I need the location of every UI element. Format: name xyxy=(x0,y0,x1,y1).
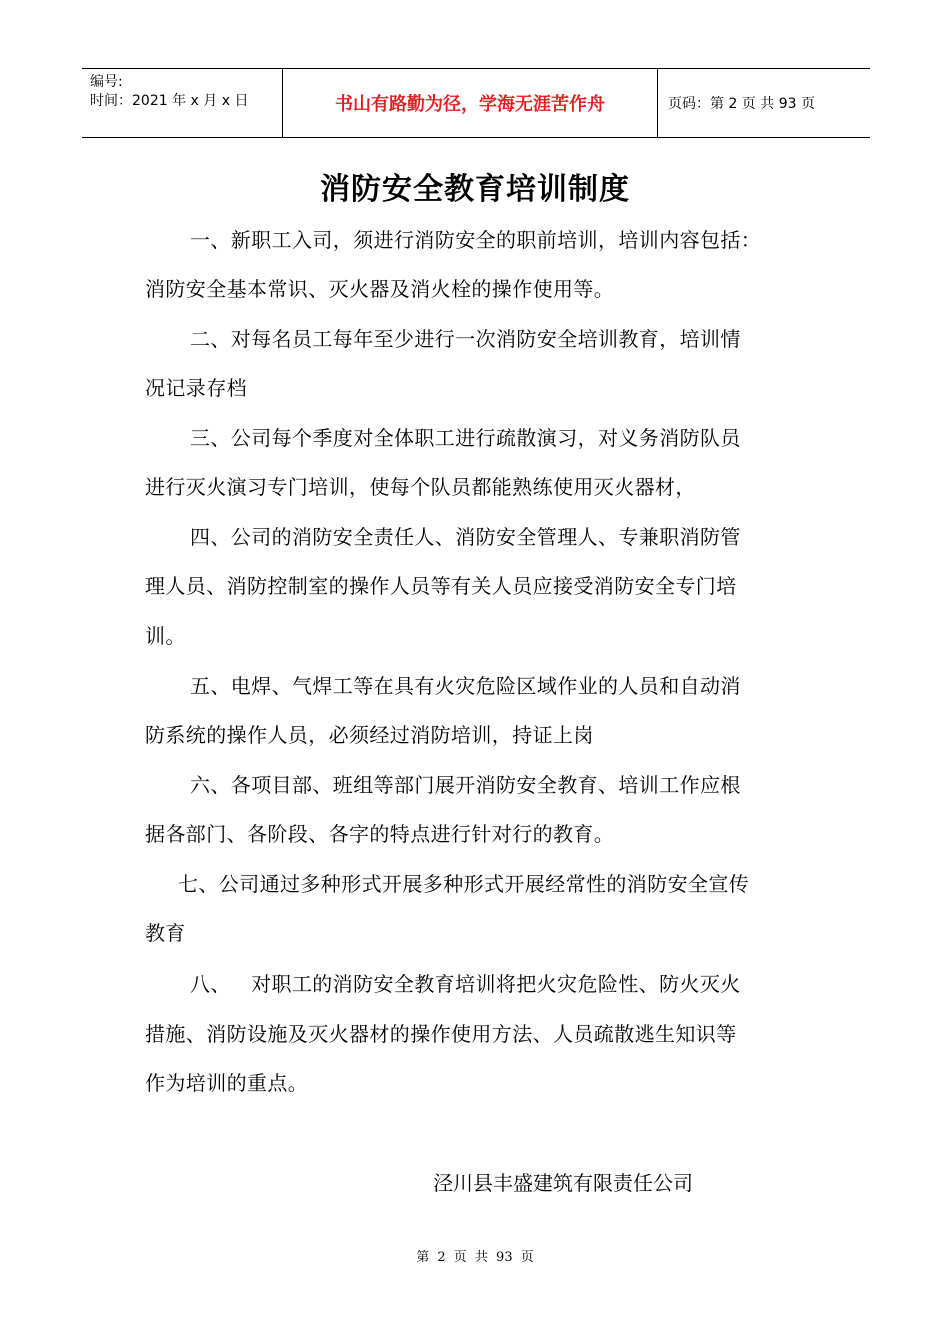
time-label: 时间：2021 年 x 月 x 日 xyxy=(90,93,249,109)
paragraph-line: 教育 xyxy=(145,921,186,945)
paragraph-line: 作为培训的重点。 xyxy=(145,1071,309,1095)
paragraph-line: 消防安全基本常识、灭火器及消火栓的操作使用等。 xyxy=(145,277,615,301)
paragraph-line: 一、新职工入司，须进行消防安全的职前培训，培训内容包括： xyxy=(190,228,762,252)
motto: 书山有路勤为径，学海无涯苦作舟 xyxy=(282,69,658,137)
paragraph-line: 四、公司的消防安全责任人、消防安全管理人、专兼职消防管 xyxy=(190,525,741,549)
paragraph-line: 八、 对职工的消防安全教育培训将把火灾危险性、防火灭火 xyxy=(190,972,741,996)
paragraph-line: 措施、消防设施及灭火器材的操作使用方法、人员疏散逃生知识等 xyxy=(145,1022,737,1046)
paragraph-line: 理人员、消防控制室的操作人员等有关人员应接受消防安全专门培 xyxy=(145,574,737,598)
header-left-cell xyxy=(82,69,282,137)
paragraph-line: 三、公司每个季度对全体职工进行疏散演习，对义务消防队员 xyxy=(190,426,741,450)
paragraph-line: 二、对每名员工每年至少进行一次消防安全培训教育，培训情 xyxy=(190,327,741,351)
paragraph-line: 训。 xyxy=(145,624,186,648)
paragraph-line: 况记录存档 xyxy=(145,376,247,400)
paragraph-line: 防系统的操作人员，必须经过消防培训，持证上岗 xyxy=(145,723,594,747)
paragraph-line: 据各部门、各阶段、各字的特点进行针对行的教育。 xyxy=(145,822,615,846)
paragraph-line: 六、各项目部、班组等部门展开消防安全教育、培训工作应根 xyxy=(190,773,741,797)
number-label: 编号: xyxy=(90,74,123,90)
paragraph-line: 七、公司通过多种形式开展多种形式开展经常性的消防安全宣传 xyxy=(178,872,750,896)
paragraph-line: 五、电焊、气焊工等在具有火灾危险区域作业的人员和自动消 xyxy=(190,674,741,698)
page-info: 页码：第 2 页 共 93 页 xyxy=(668,96,815,112)
company-signature: 泾川县丰盛建筑有限责任公司 xyxy=(433,1171,693,1195)
document-title: 消防安全教育培训制度 xyxy=(320,172,630,207)
page-footer: 第 2 页 共 93 页 xyxy=(416,1250,534,1265)
header-table xyxy=(82,68,870,138)
paragraph-line: 进行灭火演习专门培训，使每个队员都能熟练使用灭火器材， xyxy=(145,475,696,499)
